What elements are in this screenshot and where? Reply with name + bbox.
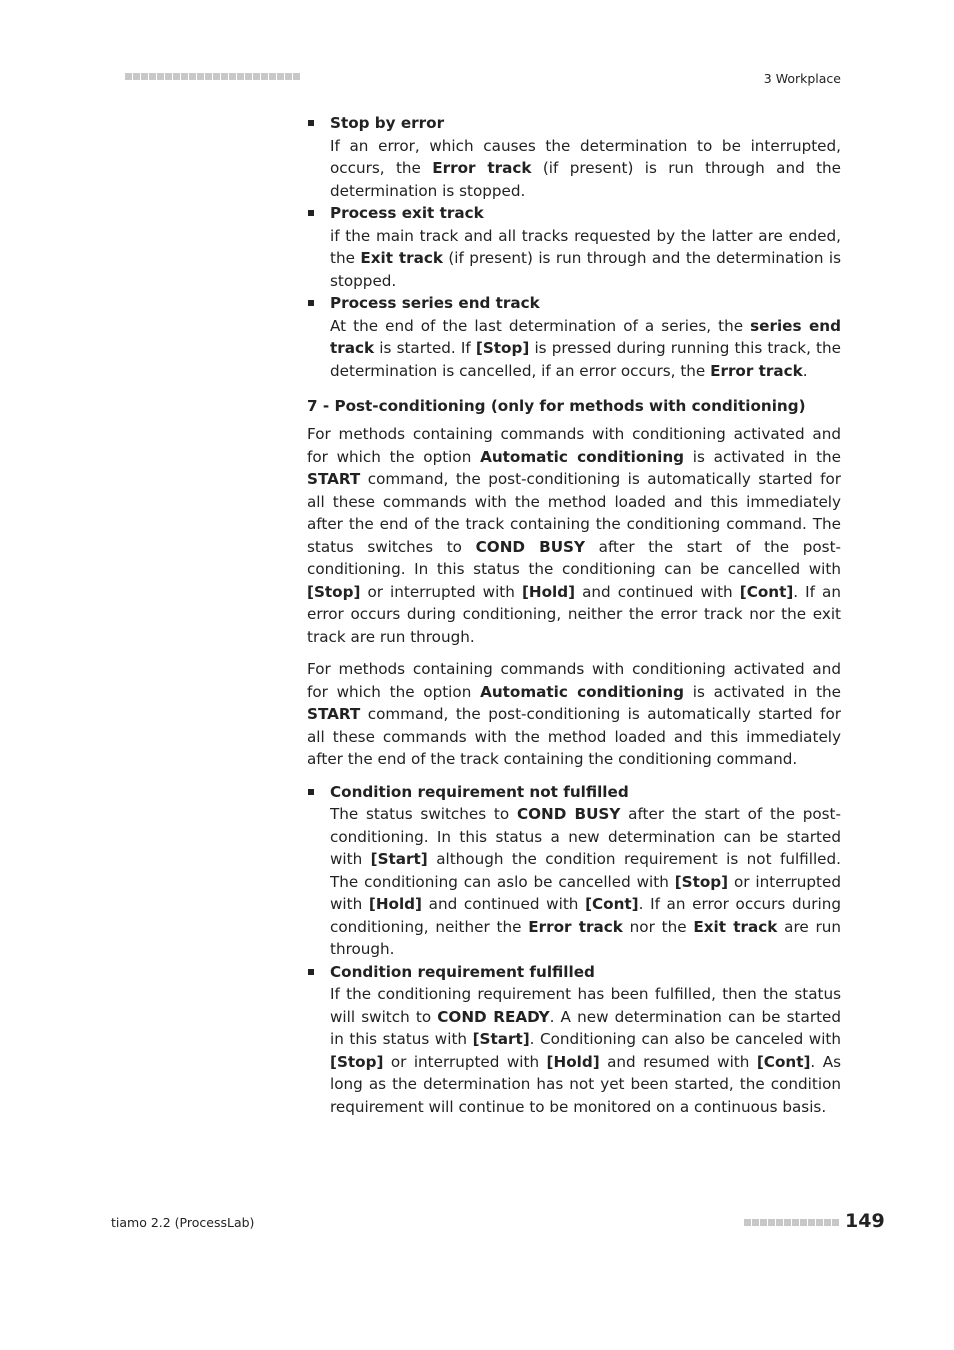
bold-term: [Stop] [307,582,361,601]
decoration-dot [760,1219,767,1226]
list-item-body [330,803,841,961]
bullet-icon [308,120,314,126]
decoration-dot [213,73,220,80]
decoration-dot [237,73,244,80]
decoration-dot [277,73,284,80]
decoration-dot [784,1219,791,1226]
decoration-dot [752,1219,759,1226]
footer-decoration [744,1219,839,1226]
decoration-dot [157,73,164,80]
text-run: are run through. [330,917,841,958]
bold-term: Error track [710,361,803,380]
bold-term: [Stop] [674,872,729,891]
text-run: If an error, which causes the determination to be interrupted, occurs, the [330,136,841,177]
text-run: If the conditioning requirement has been fulfilled, then the status will switch to [330,985,841,1026]
bullet-icon [308,969,314,975]
decoration-dot [181,73,188,80]
main-content [307,112,841,1118]
footer-doc-title: tiamo 2.2 (ProcessLab) [111,1215,255,1230]
text-run: or interrupted with [383,1052,547,1071]
bold-term: [Cont] [739,582,794,601]
text-run: command, the post-conditioning is automatically started for all these commands with the method loaded and this immediately after the end of the track containing the conditioning command. [307,705,841,768]
list-item-title: Condition requirement not fulfilled [330,782,629,801]
bold-term: Exit track [693,917,778,936]
decoration-dot [173,73,180,80]
bold-term: Automatic conditioning [480,682,685,701]
decoration-dot [293,73,300,80]
text-run: command, the post-conditioning is automatically started for all these commands with the method loaded and this immediately after the end of the track containing the conditioning command. The status switches to [307,470,841,556]
text-run: . Conditioning can also be canceled with [529,1030,842,1048]
list-item-title: Condition requirement fulfilled [330,962,595,981]
status-list-bottom [307,781,841,1119]
text-run: and continued with [421,895,586,913]
text-run: is started. If [374,339,476,357]
bullet-icon [308,789,314,795]
list-item [307,202,841,292]
decoration-dot [792,1219,799,1226]
decoration-dot [245,73,252,80]
decoration-dot [744,1219,751,1226]
page-number: 149 [845,1210,885,1232]
decoration-dot [133,73,140,80]
decoration-dot [832,1219,839,1226]
bold-term: [Cont] [756,1052,811,1071]
text-run: is activated in the [684,682,841,701]
text-run: if the main track and all tracks requested by the latter are ended, the [330,226,841,267]
bold-term: COND BUSY [516,805,621,823]
list-item [307,961,841,1119]
list-item-body [330,315,841,383]
decoration-dot [253,73,260,80]
text-run: For methods containing commands with conditioning activated and for which the option [307,660,841,701]
bold-term: START [307,470,361,488]
header-chapter: 3 Workplace [763,71,841,86]
paragraphs [307,423,841,771]
text-run: after the start of the post-conditioning. In this status the conditioning can be cancelled with [307,537,841,578]
decoration-dot [816,1219,823,1226]
decoration-dot [221,73,228,80]
text-run: or interrupted with [330,872,841,913]
bold-term: [Start] [370,850,428,868]
text-run: (if present) is run through and the determination is stopped. [330,159,841,200]
bold-term: [Hold] [546,1052,600,1071]
decoration-dot [776,1219,783,1226]
decoration-dot [205,73,212,80]
header-decoration [125,73,300,81]
decoration-dot [189,73,196,80]
decoration-dot [269,73,276,80]
status-list-top [307,112,841,382]
decoration-dot [808,1219,815,1226]
bold-term: Error track [432,159,532,177]
text-run: although the condition requirement is not fulfilled. The conditioning can aslo be cancelled with [330,850,841,891]
text-run: . [802,361,808,380]
bold-term: Exit track [360,249,443,267]
bold-term: Automatic conditioning [480,447,685,466]
section-heading: 7 - Post-conditioning (only for methods with conditioning) [307,397,806,415]
bold-term: [Start] [472,1030,530,1048]
bold-term: [Cont] [585,895,639,913]
text-run: (if present) is run through and the determination is stopped. [330,249,841,290]
text-run: is pressed during running this track, the determination is cancelled, if an error occurs, the [330,339,841,380]
decoration-dot [125,73,132,80]
decoration-dot [261,73,268,80]
text-run: or interrupted with [360,582,522,601]
text-run: . If an error occurs during conditioning, neither the [330,895,841,936]
decoration-dot [285,73,292,80]
text-run: after the start of the post-conditioning. In this status a new determination can be started with [330,805,841,868]
decoration-dot [165,73,172,80]
bold-term: [Stop] [330,1052,384,1071]
decoration-dot [824,1219,831,1226]
list-item [307,292,841,382]
bold-term: series end track [330,316,841,357]
text-run: nor the [622,917,694,936]
decoration-dot [141,73,148,80]
bold-term: [Hold] [521,582,576,601]
list-item-title: Process exit track [330,204,484,222]
list-item-body [330,983,841,1118]
bold-term: [Stop] [475,339,530,357]
bold-term: START [307,705,361,723]
paragraph [307,423,841,648]
text-run: and resumed with [599,1052,757,1071]
bullet-icon [308,210,314,216]
paragraph [307,658,841,771]
text-run: . A new determination can be started in this status with [330,1007,842,1048]
decoration-dot [149,73,156,80]
list-item-body [330,135,841,203]
bold-term: COND READY [437,1007,550,1026]
bullet-icon [308,300,314,306]
list-item [307,781,841,961]
decoration-dot [800,1219,807,1226]
text-run: and continued with [575,582,740,601]
text-run: At the end of the last determination of a series, the [330,316,751,335]
text-run: For methods containing commands with conditioning activated and for which the option [307,425,841,466]
bold-term: Error track [528,917,623,936]
decoration-dot [229,73,236,80]
decoration-dot [768,1219,775,1226]
text-run: is activated in the [684,447,841,466]
list-item-title: Stop by error [330,114,445,132]
list-item-body [330,225,841,293]
decoration-dot [197,73,204,80]
text-run: . As long as the determination has not yet been started, the condition requirement will continue to be monitored on a continuous basis. [330,1052,841,1116]
text-run: The status switches to [330,805,517,823]
list-item-title: Process series end track [330,294,540,312]
list-item [307,112,841,202]
text-run: . If an error occurs during conditioning, neither the error track nor the exit track are run through. [307,582,841,646]
bold-term: [Hold] [368,895,422,913]
bold-term: COND BUSY [475,537,585,556]
